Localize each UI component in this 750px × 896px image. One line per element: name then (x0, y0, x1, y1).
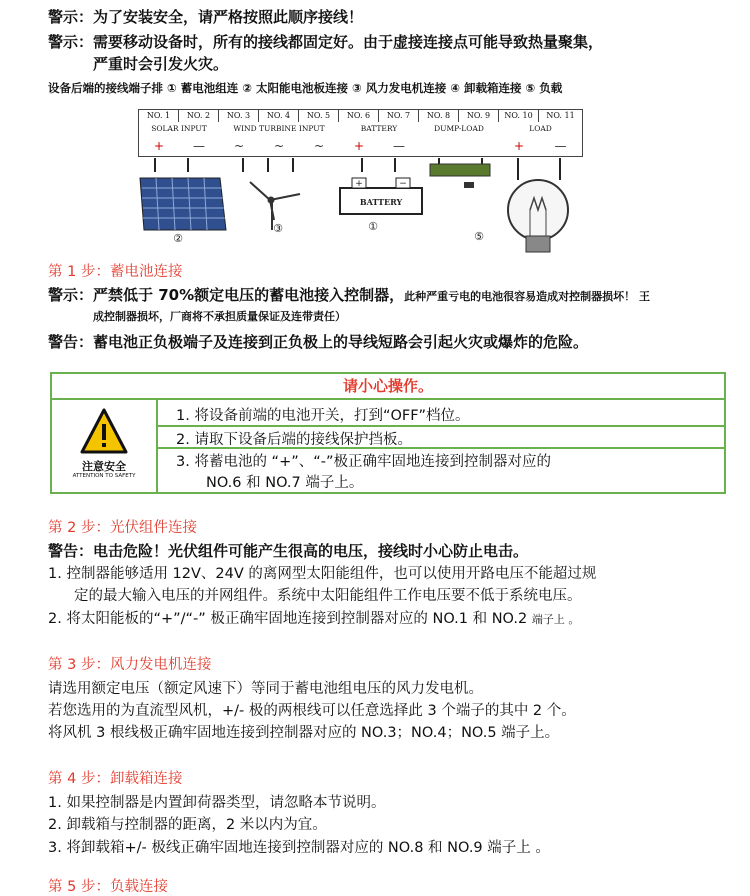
warning-secure-cont: 严重时会引发火灾。 (93, 55, 229, 73)
step5-title: 第 5 步：负载连接 (48, 879, 168, 895)
step1-caution: 警告：蓄电池正负极端子及连接到正负极上的导线短路会引起火灾或爆炸的危险。 (48, 333, 589, 351)
step1-warning-cont: 成控制器损坏，厂商将不承担质量保证及连带责任） (93, 310, 346, 323)
terminal-label: NO. 8 (419, 110, 459, 122)
marker-1: ① (368, 220, 378, 233)
marker-2: ② (173, 232, 183, 245)
terminal-symbol: + (153, 139, 165, 153)
terminal-label: NO. 10 (499, 110, 539, 122)
dump-load-icon (430, 164, 490, 243)
terminal-label: NO. 4 (259, 110, 299, 122)
solar-panel-icon (140, 178, 226, 245)
terminal-legend: 设备后端的接线端子排 ① 蓄电池组连 ② 太阳能电池板连接 ③ 风力发电机连接 ④ 卸载箱连接 ⑤ 负载 (48, 81, 563, 95)
step4-line2: 2. 卸载箱与控制器的距离，2 米以内为宜。 (48, 817, 327, 833)
step3-title: 第 3 步：风力发电机连接 (48, 657, 212, 673)
marker-3: ③ (273, 222, 283, 235)
terminal-symbol: ~ (233, 139, 245, 153)
safety-label: 注意安全 (82, 460, 126, 473)
light-bulb-icon (508, 180, 568, 252)
group-dump: DUMP-LOAD (434, 124, 484, 133)
group-battery: BATTERY (360, 124, 398, 133)
step2-warning: 警告：电击危险！光伏组件可能产生很高的电压，接线时小心防止电击。 (48, 542, 529, 560)
step2-line1b: 定的最大输入电压的并网组件。系统中太阳能组件工作电压要不低于系统电压。 (74, 588, 582, 604)
step2-line2: 2. 将太阳能板的“+”/“-” 极正确牢固地连接到控制器对应的 NO.1 和 NO.2 端子上 。 (48, 611, 580, 627)
marker-5: ⑤ (474, 230, 484, 243)
step2-title: 第 2 步：光伏组件连接 (48, 520, 197, 536)
step1-title: 第 1 步：蓄电池连接 (48, 264, 183, 280)
caution-item: NO.6 和 NO.7 端子上。 (206, 475, 364, 491)
step4-line3: 3. 将卸载箱+/- 极线正确牢固地连接到控制器对应的 NO.8 和 NO.9 端子上 。 (48, 840, 550, 856)
terminal-label: NO. 11 (546, 111, 575, 120)
terminal-symbol: — (193, 139, 205, 153)
svg-text:−: − (399, 179, 407, 189)
safety-sublabel: ATTENTION TO SAFETY (72, 473, 136, 479)
step3-line2: 若您选用的为直流型风机，+/- 极的两根线可以任意选择此 3 个端子的其中 2 个。 (48, 703, 576, 719)
group-solar: SOLAR INPUT (151, 124, 207, 133)
wind-turbine-icon (250, 182, 300, 235)
step2-line1: 1. 控制器能够适用 12V、24V 的离网型太阳能组件，也可以使用开路电压不能超过规 (48, 566, 597, 582)
step3-line1: 请选用额定电压（额定风速下）等同于蓄电池组电压的风力发电机。 (48, 681, 483, 697)
terminal-symbol: — (393, 139, 405, 153)
terminal-symbol: + (513, 139, 525, 153)
terminal-symbol: + (353, 139, 365, 153)
svg-text:BATTERY: BATTERY (359, 197, 403, 207)
caution-box (50, 372, 726, 494)
caution-title: 请小心操作。 (52, 374, 724, 400)
caution-item: 1. 将设备前端的电池开关，打到“OFF”档位。 (176, 408, 470, 424)
group-wind: WIND TURBINE INPUT (233, 124, 325, 133)
terminal-label: NO. 7 (379, 110, 419, 122)
battery-icon (340, 178, 422, 233)
warning-order: 警示：为了安装安全，请严格按照此顺序接线！ (48, 8, 364, 26)
step1-warning: 警示：严禁低于 70%额定电压的蓄电池接入控制器，此种严重亏电的电池很容易造成对控制器损坏！ 王 (48, 286, 650, 304)
terminal-label: NO. 3 (219, 110, 259, 122)
warning-secure: 警示：需要移动设备时，所有的接线都固定好。由于虚接连接点可能导致热量聚集， (48, 33, 604, 51)
terminal-label: NO. 1 (139, 110, 179, 122)
step3-line3: 将风机 3 根线极正确牢固地连接到控制器对应的 NO.3；NO.4；NO.5 端子上。 (48, 725, 560, 741)
caution-item: 3. 将蓄电池的 “+”、“-”极正确牢固地连接到控制器对应的 (176, 454, 551, 470)
svg-text:+: + (355, 179, 363, 189)
terminal-symbol: ~ (313, 139, 325, 153)
terminal-symbol: — (554, 139, 567, 153)
group-load: LOAD (529, 124, 552, 133)
terminal-label: NO. 2 (179, 110, 219, 122)
terminal-label: NO. 9 (459, 110, 499, 122)
terminal-label: NO. 6 (339, 110, 379, 122)
device-illustrations (130, 150, 600, 260)
terminal-label: NO. 5 (299, 110, 339, 122)
safety-icon-cell (52, 400, 158, 492)
step4-title: 第 4 步：卸载箱连接 (48, 771, 183, 787)
caution-item: 2. 请取下设备后端的接线保护挡板。 (176, 432, 412, 448)
step4-line1: 1. 如果控制器是内置卸荷器类型，请忽略本节说明。 (48, 795, 386, 811)
terminal-symbol: ~ (273, 139, 285, 153)
